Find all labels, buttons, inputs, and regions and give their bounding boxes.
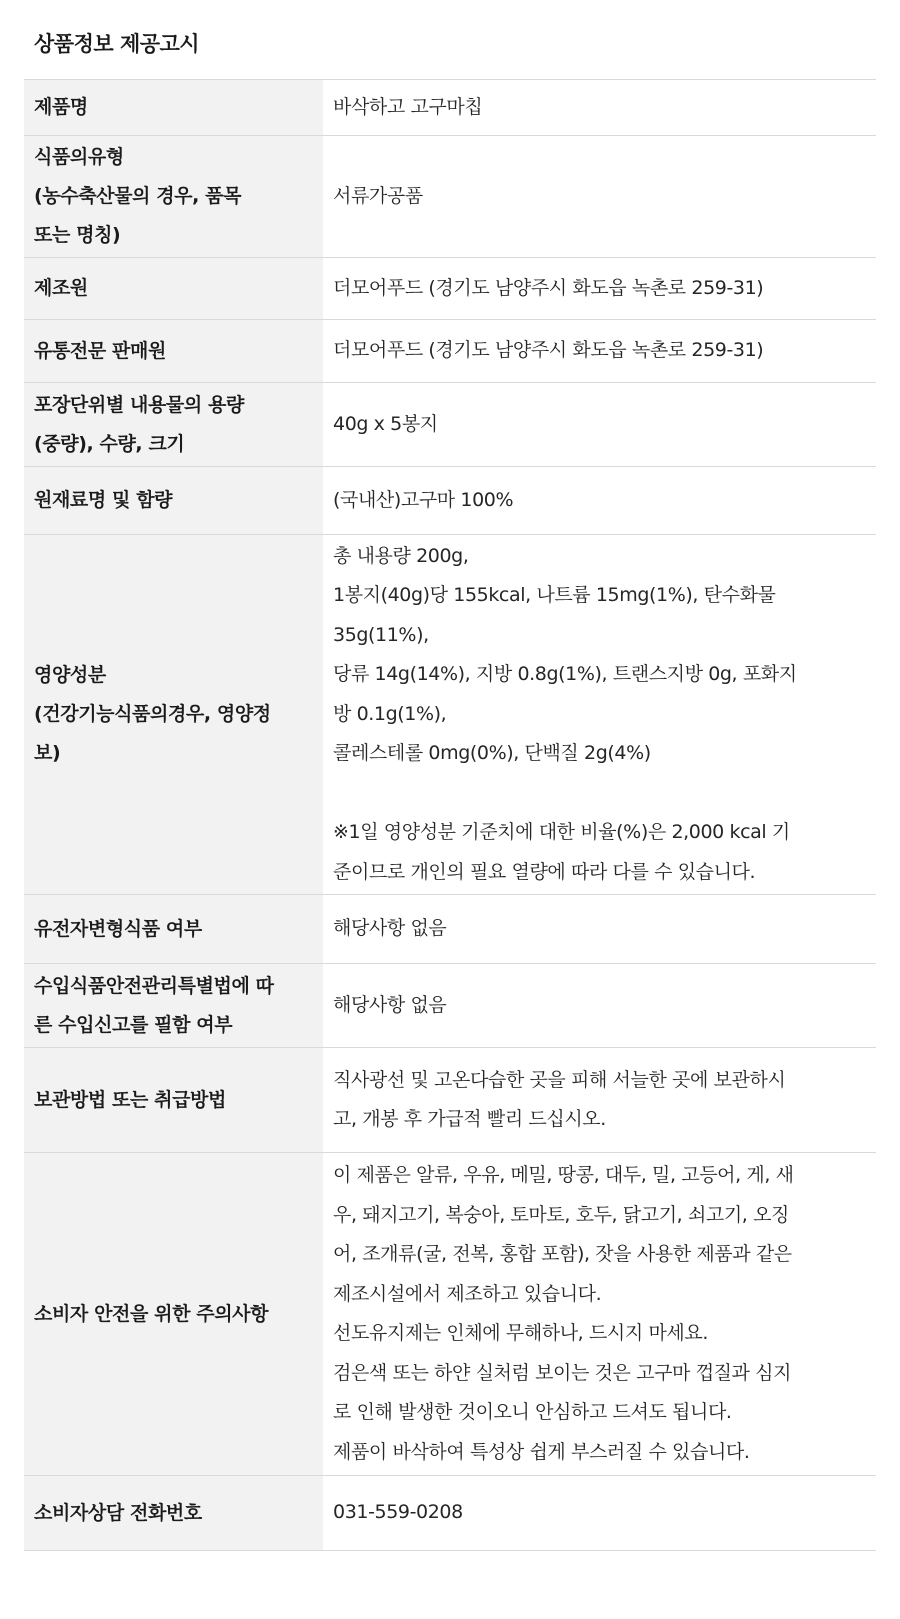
table-row-nutrition xyxy=(24,535,876,895)
row-value: 바삭하고 고구마칩 xyxy=(323,80,876,136)
row-value: 해당사항 없음 xyxy=(323,964,876,1048)
row-label: 소비자 안전을 위한 주의사항 xyxy=(24,1153,323,1476)
row-value: 더모어푸드 (경기도 남양주시 화도읍 녹촌로 259-31) xyxy=(323,320,876,383)
table-row-storage xyxy=(24,1048,876,1153)
row-value: 031-559-0208 xyxy=(323,1476,876,1551)
table-row-import-report xyxy=(24,964,876,1048)
row-value: 해당사항 없음 xyxy=(323,895,876,964)
table-row-distributor xyxy=(24,320,876,383)
row-label: 원재료명 및 함량 xyxy=(24,467,323,535)
row-label: 포장단위별 내용물의 용량 (중량), 수량, 크기 xyxy=(24,383,323,467)
row-value: 서류가공품 xyxy=(323,136,876,258)
table-row-customer-phone xyxy=(24,1476,876,1551)
table-row-manufacturer xyxy=(24,258,876,320)
row-value: 총 내용량 200g, 1봉지(40g)당 155kcal, 나트륨 15mg(1%), 탄수화물 35g(11%), 당류 14g(14%), 지방 0.8g(1%), 트랜스지방 0g, 포화지 방 0.1g(1%), 콜레스테롤 0mg(0%), 단백질 2g(4%) ※1일 영양성분 기준치에 대한 비율(%)은 2,000 kcal 기 준이므로 개인의 필요 열량에 따라 다를 수 있습니다. xyxy=(323,535,876,895)
table-row-product-name xyxy=(24,80,876,136)
row-label: 제조원 xyxy=(24,258,323,320)
page-title: 상품정보 제공고시 xyxy=(34,32,200,56)
row-label: 유전자변형식품 여부 xyxy=(24,895,323,964)
row-value: (국내산)고구마 100% xyxy=(323,467,876,535)
row-value: 40g x 5봉지 xyxy=(323,383,876,467)
product-info-table xyxy=(24,79,876,1551)
row-value: 직사광선 및 고온다습한 곳을 피해 서늘한 곳에 보관하시 고, 개봉 후 가급적 빨리 드십시오. xyxy=(323,1048,876,1153)
table-row-package-quantity xyxy=(24,383,876,467)
table-row-gmo xyxy=(24,895,876,964)
row-label: 보관방법 또는 취급방법 xyxy=(24,1048,323,1153)
row-label: 소비자상담 전화번호 xyxy=(24,1476,323,1551)
table-row-food-type xyxy=(24,136,876,258)
row-label: 수입식품안전관리특별법에 따 른 수입신고를 필함 여부 xyxy=(24,964,323,1048)
row-label: 유통전문 판매원 xyxy=(24,320,323,383)
row-label: 영양성분 (건강기능식품의경우, 영양정 보) xyxy=(24,535,323,895)
table-row-safety-notice xyxy=(24,1153,876,1476)
row-label: 제품명 xyxy=(24,80,323,136)
row-value: 이 제품은 알류, 우유, 메밀, 땅콩, 대두, 밀, 고등어, 게, 새 우, 돼지고기, 복숭아, 토마토, 호두, 닭고기, 쇠고기, 오징 어, 조개류(굴, 전복, 홍합 포함), 잣을 사용한 제품과 같은 제조시설에서 제조하고 있습니다. 선도유지제는 인체에 무해하나, 드시지 마세요. 검은색 또는 하얀 실처럼 보이는 것은 고구마 껍질과 심지 로 인해 발생한 것이오니 안심하고 드셔도 됩니다. 제품이 바삭하여 특성상 쉽게 부스러질 수 있습니다. xyxy=(323,1153,876,1476)
row-label: 식품의유형 (농수축산물의 경우, 품목 또는 명칭) xyxy=(24,136,323,258)
row-value: 더모어푸드 (경기도 남양주시 화도읍 녹촌로 259-31) xyxy=(323,258,876,320)
table-row-ingredients xyxy=(24,467,876,535)
